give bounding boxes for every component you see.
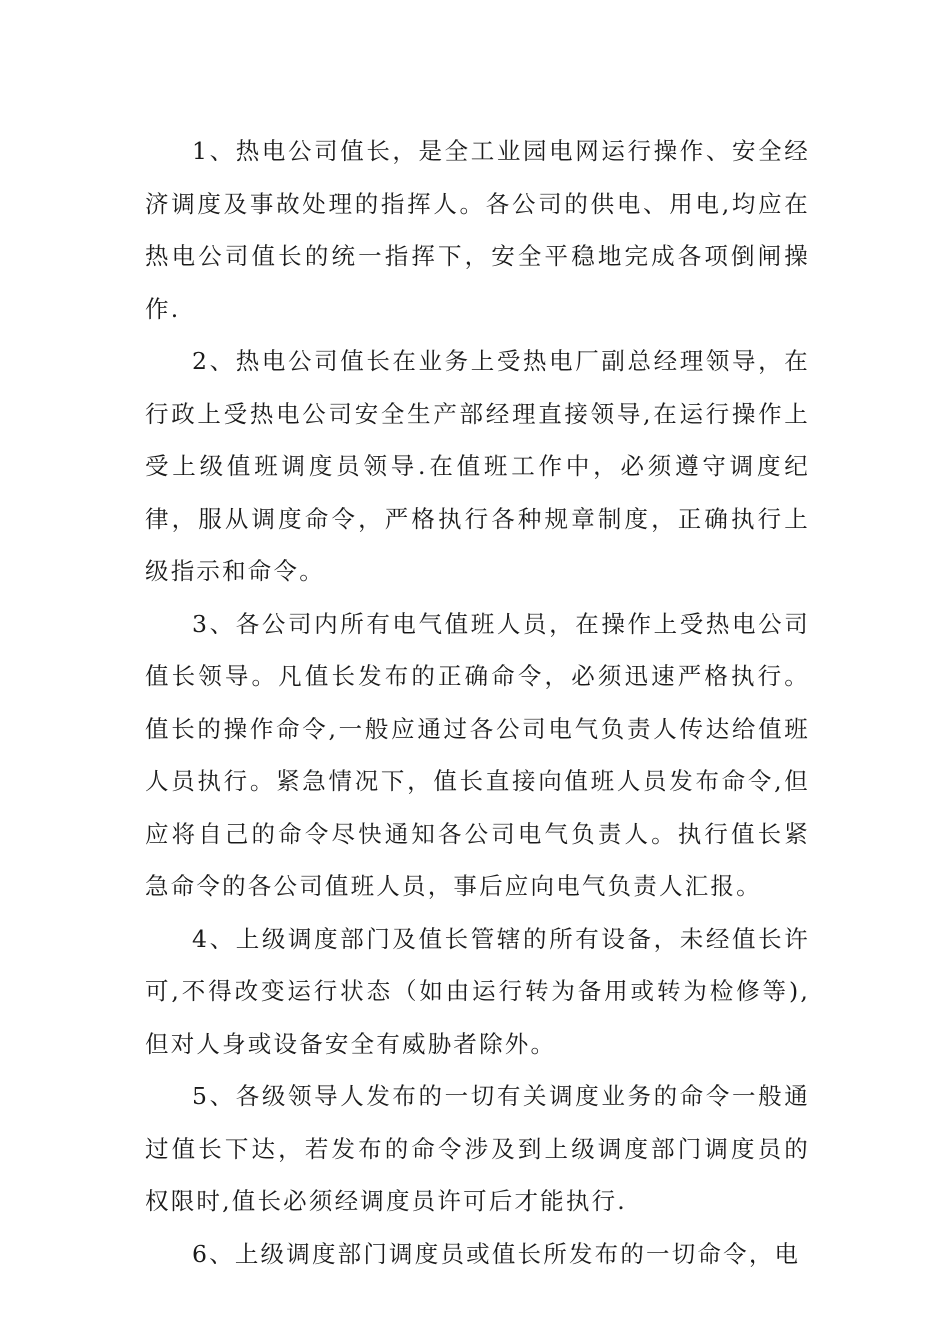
paragraph-2: 2、热电公司值长在业务上受热电厂副总经理领导，在行政上受热电公司安全生产部经理直接领导,在运行操作上受上级值班调度员领导.在值班工作中，必须遵守调度纪律，服从调度命令，严格执行各种规章制度，正确执行上级指示和命令。 [145, 347, 810, 585]
paragraph-4: 4、上级调度部门及值长管辖的所有设备，未经值长许可,不得改变运行状态（如由运行转为备用或转为检修等),但对人身或设备安全有威胁者除外。 [145, 924, 810, 1058]
document-body [145, 125, 810, 1280]
paragraph-6: 6、上级调度部门调度员或值长所发布的一切命令，电 [192, 1239, 801, 1268]
paragraph-1: 1、热电公司值长，是全工业园电网运行操作、安全经济调度及事故处理的指挥人。各公司的供电、用电,均应在热电公司值长的统一指挥下，安全平稳地完成各项倒闸操作. [145, 137, 810, 323]
paragraph-5: 5、各级领导人发布的一切有关调度业务的命令一般通过值长下达，若发布的命令涉及到上级调度部门调度员的权限时,值长必须经调度员许可后才能执行. [145, 1082, 810, 1215]
paragraph-3: 3、各公司内所有电气值班人员，在操作上受热电公司值长领导。凡值长发布的正确命令，必须迅速严格执行。值长的操作命令,一般应通过各公司电气负责人传达给值班人员执行。紧急情况下，值长直接向值班人员发布命令,但应将自己的命令尽快通知各公司电气负责人。执行值长紧急命令的各公司值班人员，事后应向电气负责人汇报。 [145, 609, 810, 900]
